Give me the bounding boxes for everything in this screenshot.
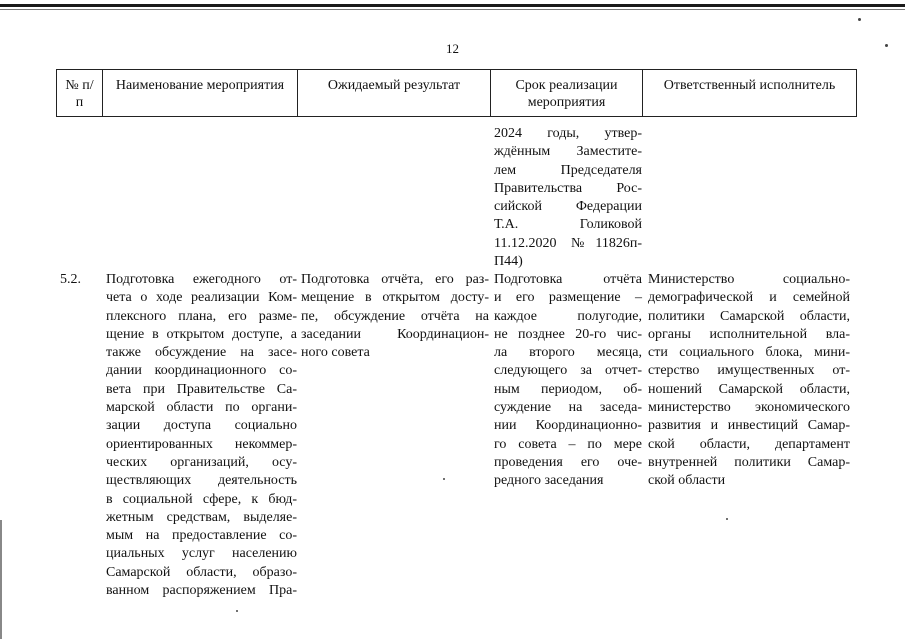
text-line: марской области по органи-	[106, 400, 297, 416]
continuation-term-text	[494, 125, 642, 271]
text-line: ской области	[648, 473, 726, 489]
top-border-line-thin	[0, 9, 905, 10]
header-col-name: Наименование мероприятия	[103, 70, 298, 116]
text-line: Самарской области, образо-	[106, 564, 297, 580]
text-line: 2024 годы, утвер-	[494, 126, 642, 141]
text-line: дании координационного со-	[106, 363, 297, 379]
text-line: щение в открытом доступе, а	[106, 326, 297, 342]
text-line: циальных услуг населению	[106, 546, 297, 562]
text-line: 11.12.2020 №11826п-	[494, 235, 642, 251]
text-line: ориентированных некоммер-	[106, 436, 297, 452]
text-line: зации доступа социально	[106, 418, 297, 434]
row-term-cell	[494, 271, 642, 491]
text-line: министерство экономического	[648, 400, 850, 416]
text-line: редного заседания	[494, 473, 604, 489]
text-line: сийской Федерации	[494, 199, 642, 215]
scan-edge	[0, 520, 2, 639]
top-border-line	[0, 4, 905, 7]
text-line: внутренней политики Самар-	[648, 454, 850, 470]
text-line: мым на предоставление со-	[106, 528, 297, 544]
text-line: ным периодом, об-	[494, 381, 642, 397]
text-line: ществляющих деятельность	[106, 473, 297, 489]
text-line: Т.А. Голиковой	[494, 217, 642, 233]
scan-speck	[443, 478, 445, 480]
text-line: органы исполнительной вла-	[648, 326, 850, 342]
text-line: ного совета	[301, 345, 370, 361]
text-line: Правительства Рос-	[494, 180, 642, 196]
text-line: жетным средствам, выделяе-	[106, 509, 297, 525]
text-line: стерство имущественных от-	[648, 363, 850, 379]
row-result-cell	[301, 271, 489, 362]
text-line: ванном распоряжением Пра-	[106, 583, 297, 599]
scan-speck	[858, 18, 861, 21]
text-line: ждённым Заместите-	[494, 144, 642, 160]
text-line: каждое полугодие,	[494, 308, 642, 324]
header-col-executor: Ответственный исполнитель	[663, 78, 836, 93]
text-line: суждение на заседа-	[494, 400, 642, 416]
row-number: 5.2.	[60, 272, 81, 287]
text-line: проведения его оче-	[494, 454, 642, 470]
page-number: 12	[446, 41, 459, 56]
text-line: Министерство социально-	[648, 272, 850, 287]
row-name-cell	[106, 271, 297, 600]
text-line: нии Координационно-	[494, 418, 642, 434]
table-header	[56, 69, 857, 117]
text-line: также обсуждение на засе-	[106, 345, 297, 361]
text-line: ношений Самарской области,	[648, 381, 850, 397]
text-line: ла второго месяца,	[494, 345, 642, 361]
text-line: не позднее 20-го чис-	[494, 326, 642, 342]
text-line: развития и инвестиций Самар-	[648, 418, 850, 434]
text-line: мещение в открытом досту-	[301, 290, 489, 306]
text-line: вета при Правительстве Са-	[106, 381, 297, 397]
text-line: Подготовка ежегодного от-	[106, 272, 297, 287]
text-line: чета о ходе реализации Ком-	[106, 290, 297, 306]
text-line: пе, обсуждение отчёта на	[301, 308, 489, 324]
text-line: политики Самарской области,	[648, 308, 850, 324]
text-line: ческих организаций, осу-	[106, 454, 297, 470]
text-line: лем Председателя	[494, 162, 642, 178]
scan-speck	[726, 518, 728, 520]
text-line: П44)	[494, 254, 523, 270]
scan-speck	[236, 610, 238, 612]
row-executor-cell	[648, 271, 850, 491]
header-col-number: № п/п	[57, 70, 103, 116]
text-line: го совета – по мере	[494, 436, 642, 452]
text-line: сти социального блока, мини-	[648, 345, 850, 361]
text-line: заседании Координацион-	[301, 326, 489, 342]
text-line: ской области, департамент	[648, 436, 850, 452]
header-col-term: Срок реализации мероприятия	[491, 70, 643, 116]
text-line: и его размещение –	[494, 290, 642, 306]
text-line: демографической и семейной	[648, 290, 850, 306]
text-line: Подготовка отчёта, его раз-	[301, 272, 489, 287]
text-line: плексного плана, его разме-	[106, 308, 297, 324]
text-line: Подготовка отчёта	[494, 272, 642, 287]
text-line: следующего за отчет-	[494, 363, 642, 379]
header-col-result: Ожидаемый результат	[298, 70, 491, 116]
text-line: в социальной сфере, к бюд-	[106, 491, 297, 507]
